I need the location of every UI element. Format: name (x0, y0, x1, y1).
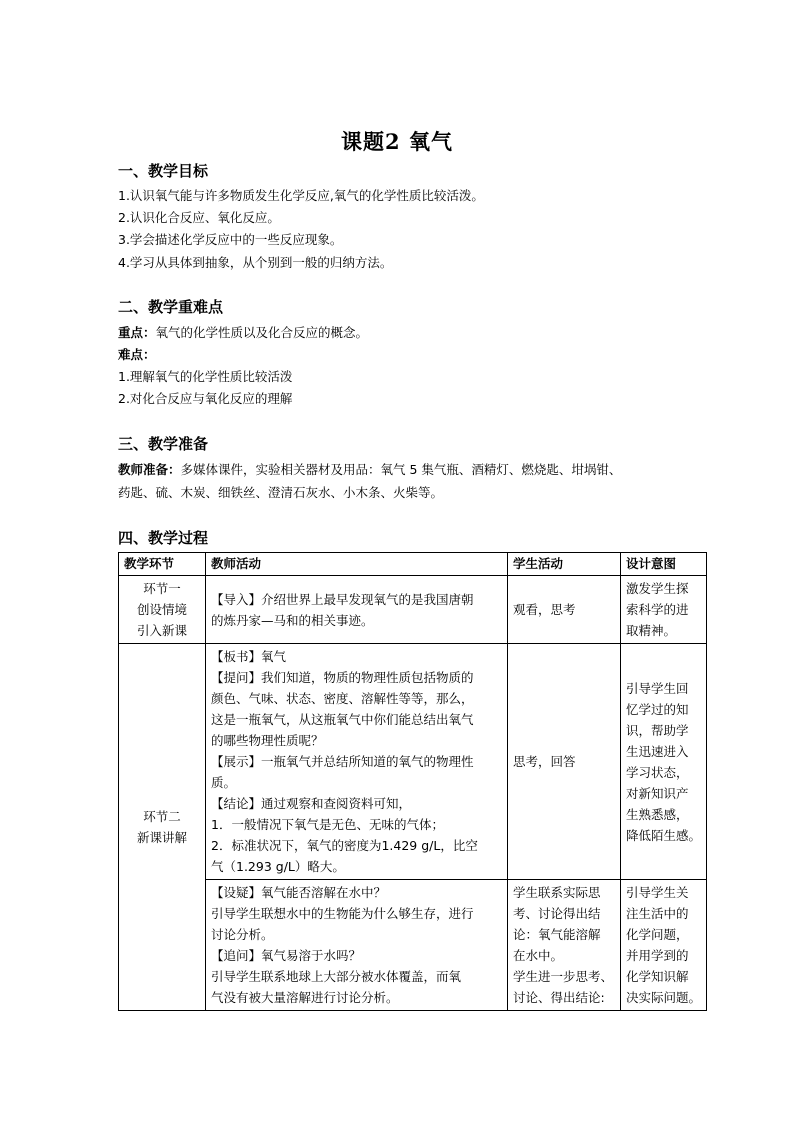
table-header-row (119, 553, 707, 576)
table-row (119, 644, 707, 880)
key-point-text: 氧气的化学性质以及化合反应的概念。 (155, 325, 369, 340)
stage-cell: 环节二 新课讲解 (119, 644, 206, 1011)
teacher-activity-cell: 【设疑】氧气能否溶解在水中？ 引导学生联想水中的生物能为什么够生存，进行 讨论分析。 【追问】氧气易溶于水吗？ 引导学生联系地球上大部分被水体覆盖，而氧 气没有被大量溶解进行讨论分析。 (206, 880, 508, 1011)
column-header: 设计意图 (621, 553, 707, 576)
student-activity-cell: 学生联系实际思 考、讨论得出结 论：氧气能溶解 在水中。 学生进一步思考、 讨论、得出结论: (508, 880, 621, 1011)
section-heading-objectives: 一、教学目标 (118, 162, 209, 180)
objective-item: 2.认识化合反应、氧化反应。 (118, 210, 280, 225)
section-heading-key-points: 二、教学重难点 (118, 298, 224, 316)
teaching-process-table (118, 552, 707, 1011)
objective-item: 4.学习从具体到抽象，从个别到一般的归纳方法。 (118, 255, 393, 270)
section-heading-preparation: 三、教学准备 (118, 435, 209, 453)
difficulty-item: 2.对化合反应与氧化反应的理解 (118, 391, 293, 406)
design-intent-cell: 引导学生回 忆学过的知 识，帮助学 生迅速进入 学习状态， 对新知识产 生熟悉感， 降低陌生感。 (621, 644, 707, 880)
table-row (119, 576, 707, 644)
objective-item: 1.认识氧气能与许多物质发生化学反应,氧气的化学性质比较活泼。 (118, 188, 484, 203)
design-intent-cell: 引导学生关 注生活中的 化学问题， 并用学到的 化学知识解 决实际问题。 (621, 880, 707, 1011)
design-intent-cell: 激发学生探 索科学的进 取精神。 (621, 576, 707, 644)
key-point-line (118, 323, 368, 341)
preparation-label: 教师准备： (118, 462, 181, 477)
difficulty-label: 难点： (118, 347, 156, 362)
objective-item: 3.学会描述化学反应中的一些反应现象。 (118, 232, 343, 247)
teacher-activity-cell: 【板书】氧气 【提问】我们知道，物质的物理性质包括物质的 颜色、气味、状态、密度、溶解性等等，那么， 这是一瓶氧气，从这瓶氧气中你们能总结出氧气 的哪些物理性质呢？ 【展示】一瓶氧气并总结所知道的氧气的物理性 质。 【结论】通过观察和查阅资料可知， 1．一般情况下氧气是无色、无味的气体； 2．标准状况下，氧气的密度为1.429 g/L，比空 气（1.293 g/L）略大。 (206, 644, 508, 880)
preparation-line-2: 药匙、硫、木炭、细铁丝、澄清石灰水、小木条、火柴等。 (118, 485, 444, 500)
key-point-label: 重点： (118, 325, 156, 340)
column-header: 教学环节 (119, 553, 206, 576)
student-activity-cell: 思考，回答 (508, 644, 621, 880)
column-header: 教师活动 (206, 553, 508, 576)
difficulty-item: 1.理解氧气的化学性质比较活泼 (118, 369, 293, 384)
stage-cell: 环节一 创设情境 引入新课 (119, 576, 206, 644)
section-heading-process: 四、教学过程 (118, 529, 209, 547)
preparation-line (118, 460, 621, 478)
page-title: 课题2 氧气 (341, 129, 453, 154)
preparation-text: 多媒体课件，实验相关器材及用品：氧气 5 集气瓶、酒精灯、燃烧匙、坩埚钳、 (180, 462, 622, 477)
table-row (119, 880, 707, 1011)
student-activity-cell: 观看，思考 (508, 576, 621, 644)
column-header: 学生活动 (508, 553, 621, 576)
teacher-activity-cell: 【导入】介绍世界上最早发现氧气的是我国唐朝 的炼丹家—马和的相关事迹。 (206, 576, 508, 644)
